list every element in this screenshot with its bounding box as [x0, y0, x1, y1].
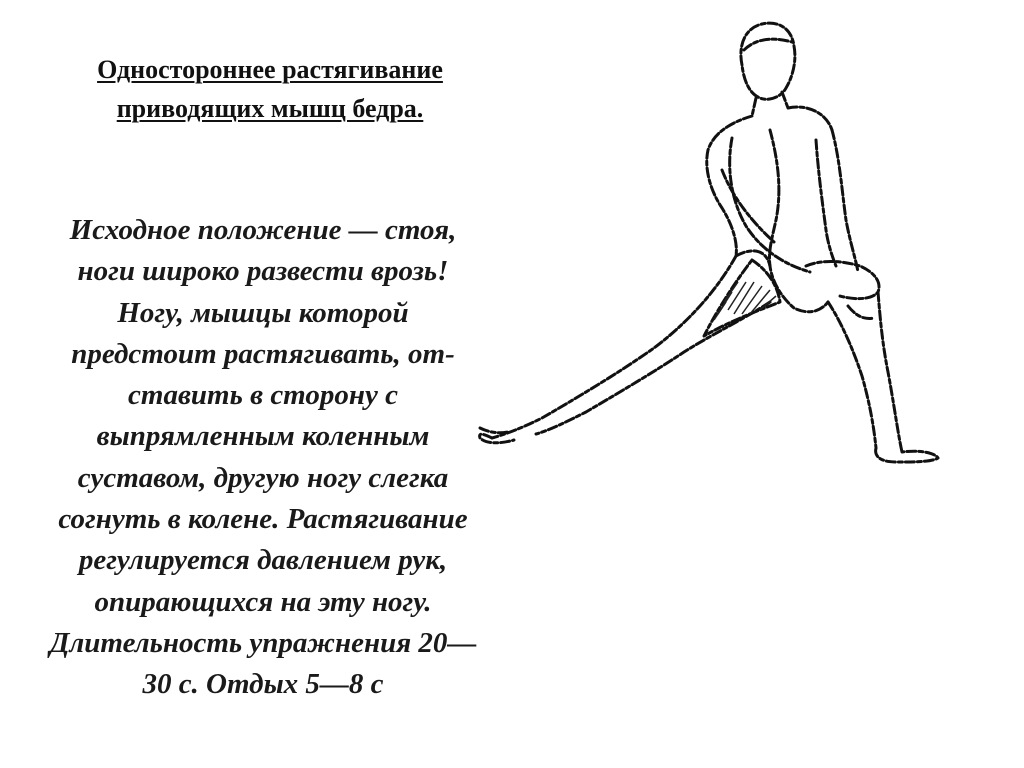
figure-arm-right: [832, 130, 858, 272]
description-line: ноги широко развести врозь!: [77, 255, 449, 288]
description-line: согнуть в колене. Растягивание: [58, 503, 468, 536]
description-line: регулируется давлением рук,: [78, 544, 448, 577]
figure-thigh-shade-outline: [704, 260, 780, 336]
figure-hands: [806, 262, 879, 299]
stretching-figure-svg: [470, 20, 960, 480]
figure-arm-right-inner: [816, 140, 836, 266]
figure-leg-bent-outer: [878, 292, 902, 452]
title-line: Одностороннее растягивание: [97, 55, 443, 84]
figure-head: [741, 23, 795, 99]
description-line: выпрямленным коленным: [96, 420, 430, 453]
figure-leg-bent-inner: [828, 302, 876, 448]
figure-foot-right: [876, 448, 938, 462]
figure-hair: [744, 39, 792, 50]
description-line: опирающихся на эту ногу.: [94, 585, 432, 618]
figure-torso-front: [769, 130, 778, 266]
description-line: предстоит растягивать, от-: [71, 337, 455, 370]
slide-title: [20, 50, 520, 128]
description-line: суставом, другую ногу слегка: [77, 461, 449, 494]
title-line: приводящих мышц бедра.: [116, 94, 424, 123]
description-line: Исходное положение — стоя,: [69, 214, 457, 246]
description-line: 30 с. Отдых 5—8 с: [142, 668, 384, 701]
description-line: Длительность упражнения 20—: [49, 626, 477, 659]
description-line: ставить в сторону с: [128, 379, 398, 412]
figure-knee: [848, 306, 874, 319]
exercise-description: [0, 210, 526, 706]
figure-shoulder: [788, 107, 832, 130]
stretching-figure-illustration: [470, 20, 960, 480]
figure-leg-straight-outer: [492, 256, 736, 438]
description-line: Ногу, мышцы которой: [117, 296, 409, 329]
